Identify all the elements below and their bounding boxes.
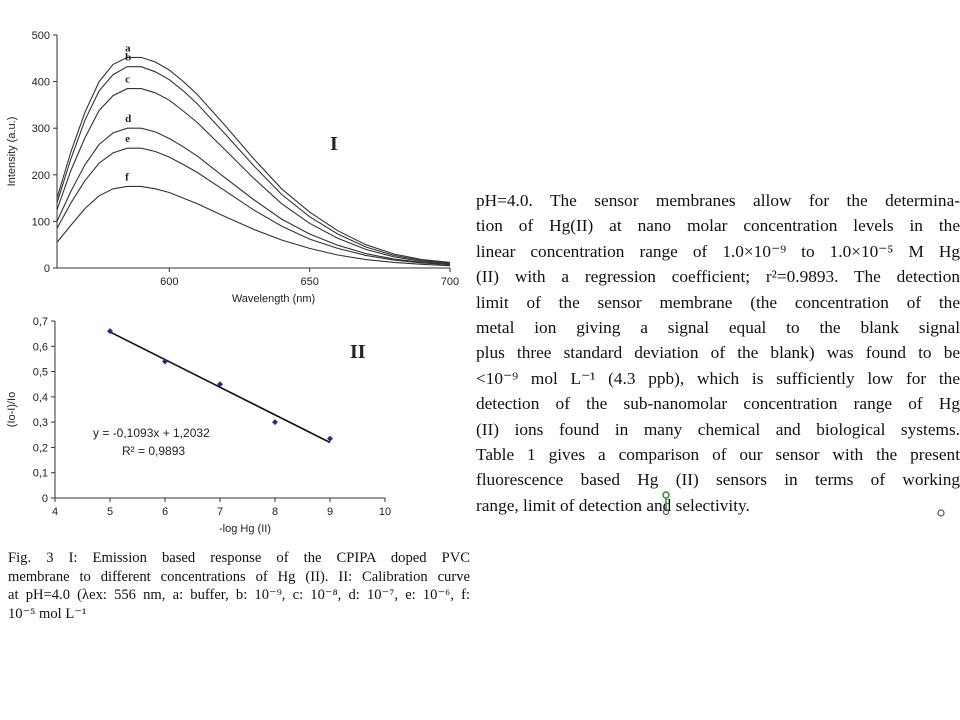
series-label-b: b — [125, 51, 132, 64]
x-tick-label: 5 — [106, 506, 114, 518]
panel-label: I — [330, 133, 338, 155]
selection-handle-icon — [936, 508, 946, 518]
series-label-c: c — [125, 73, 131, 86]
y-tick-label: 300 — [31, 123, 50, 136]
y-tick-label: 0 — [43, 263, 50, 275]
body-line: plus three standard deviation of the blank) was found to be — [476, 343, 960, 363]
data-point — [272, 419, 278, 425]
y-tick-label: 0,7 — [32, 316, 48, 328]
body-line: linear concentration range of 1.0×10⁻⁹ to 1.0×10⁻⁵ M Hg — [476, 241, 960, 261]
caption-line: membrane to different concentrations of Hg (II). II: Calibration curve — [8, 568, 470, 585]
x-tick-label: 9 — [326, 506, 334, 518]
body-line: metal ion giving a signal equal to the blank signal — [476, 318, 960, 338]
y-tick-label: 0,5 — [32, 366, 48, 379]
body-line: range, limit of detection and selectivity. — [476, 495, 750, 515]
y-axis-label: (Io-I)/Io — [6, 391, 18, 428]
body-line: <10⁻⁹ mol L⁻¹ (4.3 ppb), which is sufficiently low for the — [476, 368, 960, 388]
spectrum-curve-f — [57, 186, 450, 265]
regression-equation: y = -0,1093x + 1,2032 — [93, 426, 210, 440]
y-tick-label: 0,4 — [32, 391, 48, 404]
y-tick-label: 500 — [31, 30, 50, 42]
y-tick-label: 0,3 — [32, 417, 48, 430]
body-line: (II) ions found in many chemical and biological systems. — [476, 419, 960, 439]
y-tick-label: 0,1 — [32, 467, 48, 480]
y-tick-label: 400 — [31, 76, 50, 89]
y-tick-label: 100 — [31, 216, 50, 229]
spectrum-curve-b — [57, 67, 450, 263]
x-tick-label: 650 — [300, 276, 319, 288]
r-squared-label: R² = 0,9893 — [122, 444, 186, 458]
body-line: limit of the sensor membrane (the concentration of the — [476, 292, 960, 312]
x-tick-label: 8 — [271, 506, 279, 518]
x-tick-label: 6 — [161, 506, 169, 518]
y-tick-label: 0,6 — [32, 341, 48, 354]
y-tick-label: 0 — [41, 493, 48, 505]
spectrum-curve-d — [57, 128, 450, 264]
caption-line: at pH=4.0 (λex: 556 nm, a: buffer, b: 10⁻⁹, c: 10⁻⁸, d: 10⁻⁷, e: 10⁻⁶, f: — [8, 587, 470, 603]
text-cursor-icon — [660, 490, 672, 516]
panel-label: II — [350, 341, 366, 363]
x-tick-label: 7 — [216, 506, 224, 518]
series-label-e: e — [125, 133, 131, 146]
spectrum-curve-a — [57, 57, 450, 262]
body-line: Table 1 gives a comparison of our sensor with the present — [476, 445, 960, 465]
x-axis-label: -log Hg (II) — [219, 523, 271, 535]
x-tick-label: 700 — [440, 276, 460, 288]
series-label-d: d — [125, 113, 132, 126]
x-tick-label: 10 — [378, 506, 392, 518]
figure-caption — [8, 549, 470, 623]
caption-line: 10⁻⁵ mol L⁻¹ — [8, 605, 87, 622]
x-axis-label: Wavelength (nm) — [231, 293, 316, 305]
body-line: tion of Hg(II) at nano molar concentration levels in the — [476, 216, 960, 236]
body-line: fluorescence based Hg (II) sensors in terms of working — [476, 470, 960, 490]
y-tick-label: 200 — [31, 169, 50, 182]
body-line: (II) with a regression coefficient; r²=0.9893. The detection — [476, 267, 960, 287]
y-tick-label: 0,2 — [32, 442, 48, 455]
caption-line: Fig. 3 I: Emission based response of the CPIPA doped PVC — [8, 550, 470, 566]
x-tick-label: 4 — [51, 506, 59, 518]
y-axis-label: Intensity (a.u.) — [6, 116, 18, 187]
emission-spectra-chart — [0, 18, 470, 310]
calibration-curve-chart — [0, 308, 400, 540]
series-label-f: f — [125, 171, 129, 184]
x-tick-label: 600 — [160, 276, 179, 288]
body-line: pH=4.0. The sensor membranes allow for the determina- — [476, 191, 960, 210]
body-paragraph — [476, 188, 960, 518]
body-line: detection of the sub-nanomolar concentration range of Hg — [476, 394, 960, 414]
series-label-a: a — [125, 42, 131, 55]
spectrum-curve-c — [57, 89, 450, 264]
